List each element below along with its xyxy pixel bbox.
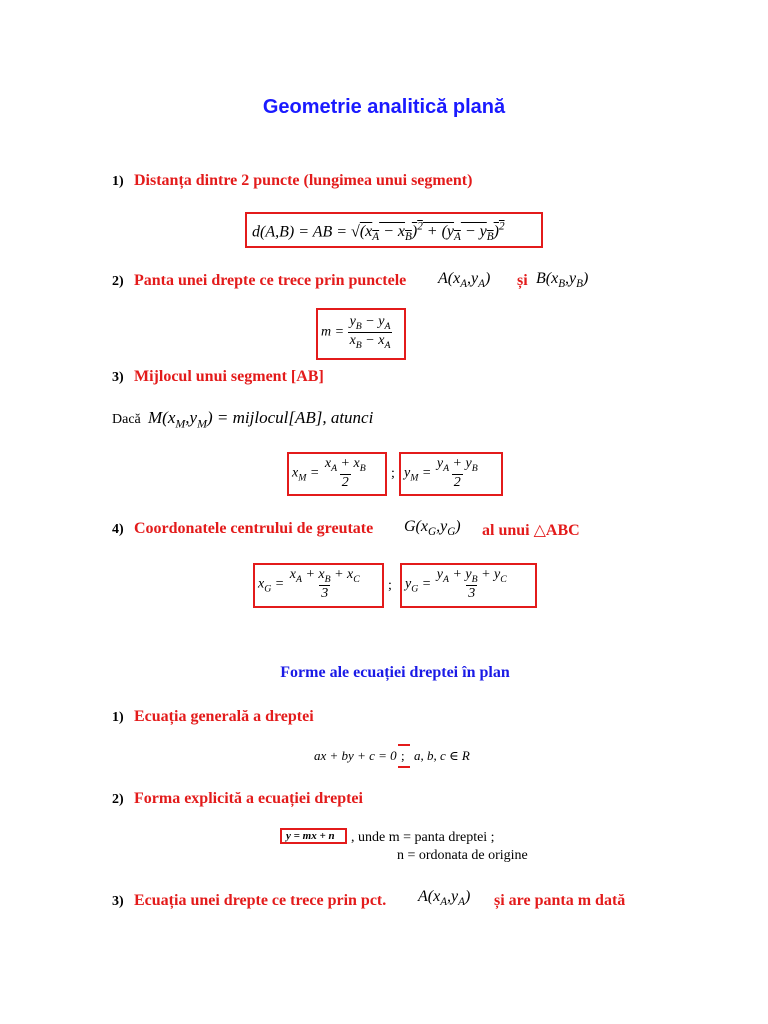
connector-text: și bbox=[517, 272, 528, 289]
section-number: 1) bbox=[112, 174, 124, 189]
slope-note: , unde m = panta dreptei ; bbox=[351, 830, 495, 845]
section-number: 3) bbox=[112, 894, 124, 909]
formula-box-yg bbox=[400, 563, 537, 608]
formula-box-explicit bbox=[280, 828, 347, 844]
coefficients-domain: a, b, c ∈ R bbox=[414, 748, 470, 763]
xg-formula: $x_G$ = $\frac{x_A + x_B + x_C}{3}$ bbox=[258, 567, 360, 601]
section-number: 1) bbox=[112, 710, 124, 725]
section-number: 2) bbox=[112, 274, 124, 289]
formula-box-slope bbox=[316, 308, 406, 360]
formula-box-ym bbox=[399, 452, 503, 496]
section-heading: Ecuația generală a dreptei bbox=[134, 708, 314, 725]
ym-formula: $y_M$ = $\frac{y_A + y_B}{2}$ bbox=[404, 456, 478, 490]
intercept-note: n = ordonata de origine bbox=[397, 848, 528, 863]
formula-box-xg bbox=[253, 563, 384, 608]
point-b: $B(x_B,y_B)$ bbox=[536, 270, 589, 291]
separator: ; bbox=[388, 578, 392, 593]
page-title: Geometrie analitică plană bbox=[262, 96, 506, 118]
point-a: $A(x_A,y_A)$ bbox=[418, 888, 471, 909]
heading-tail: al unui △ABC bbox=[482, 522, 580, 539]
slope-formula: m = $\frac{y_B - y_A}{x_B - x_A}$ bbox=[321, 314, 391, 351]
section-heading: Mijlocul unui segment [AB] bbox=[134, 368, 324, 385]
section-heading: Panta unei drepte ce trece prin punctele bbox=[134, 272, 407, 289]
section-heading: Coordonatele centrului de greutate bbox=[134, 520, 374, 537]
yg-formula: $y_G$ = $\frac{y_A + y_B + y_C}{3}$ bbox=[405, 567, 507, 601]
separator: ; bbox=[401, 748, 405, 763]
formula-box-xm bbox=[287, 452, 387, 496]
section-number: 4) bbox=[112, 522, 124, 537]
section-number: 3) bbox=[112, 370, 124, 385]
formula-box-distance bbox=[245, 212, 543, 248]
general-equation: ax + by + c = 0 bbox=[314, 748, 397, 763]
section-heading: Ecuația unei drepte ce trece prin pct. bbox=[134, 892, 387, 909]
section-number: 2) bbox=[112, 792, 124, 807]
xm-formula: $x_M$ = $\frac{x_A + x_B}{2}$ bbox=[292, 456, 366, 490]
section-heading: Distanța dintre 2 puncte (lungimea unui segment) bbox=[134, 172, 473, 189]
separator: ; bbox=[391, 466, 395, 481]
distance-formula: d(A,B) = AB = $√(x_A - x_B)^2 + (y_A - y_B)^2$ bbox=[252, 221, 505, 244]
heading-tail: și are panta m dată bbox=[494, 892, 626, 909]
point-a: $A(x_A,y_A)$ bbox=[438, 270, 491, 291]
section-heading: Forma explicită a ecuației dreptei bbox=[134, 790, 363, 807]
centroid-point: $G(x_G,y_G)$ bbox=[404, 518, 461, 539]
midpoint-statement: $M(x_M,y_M)$ = mijlocul[AB], atunci bbox=[148, 408, 374, 431]
intro-text: Dacă bbox=[112, 412, 141, 427]
explicit-equation: y = mx + n bbox=[286, 830, 335, 842]
section-subtitle: Forme ale ecuației dreptei în plan bbox=[280, 664, 510, 681]
